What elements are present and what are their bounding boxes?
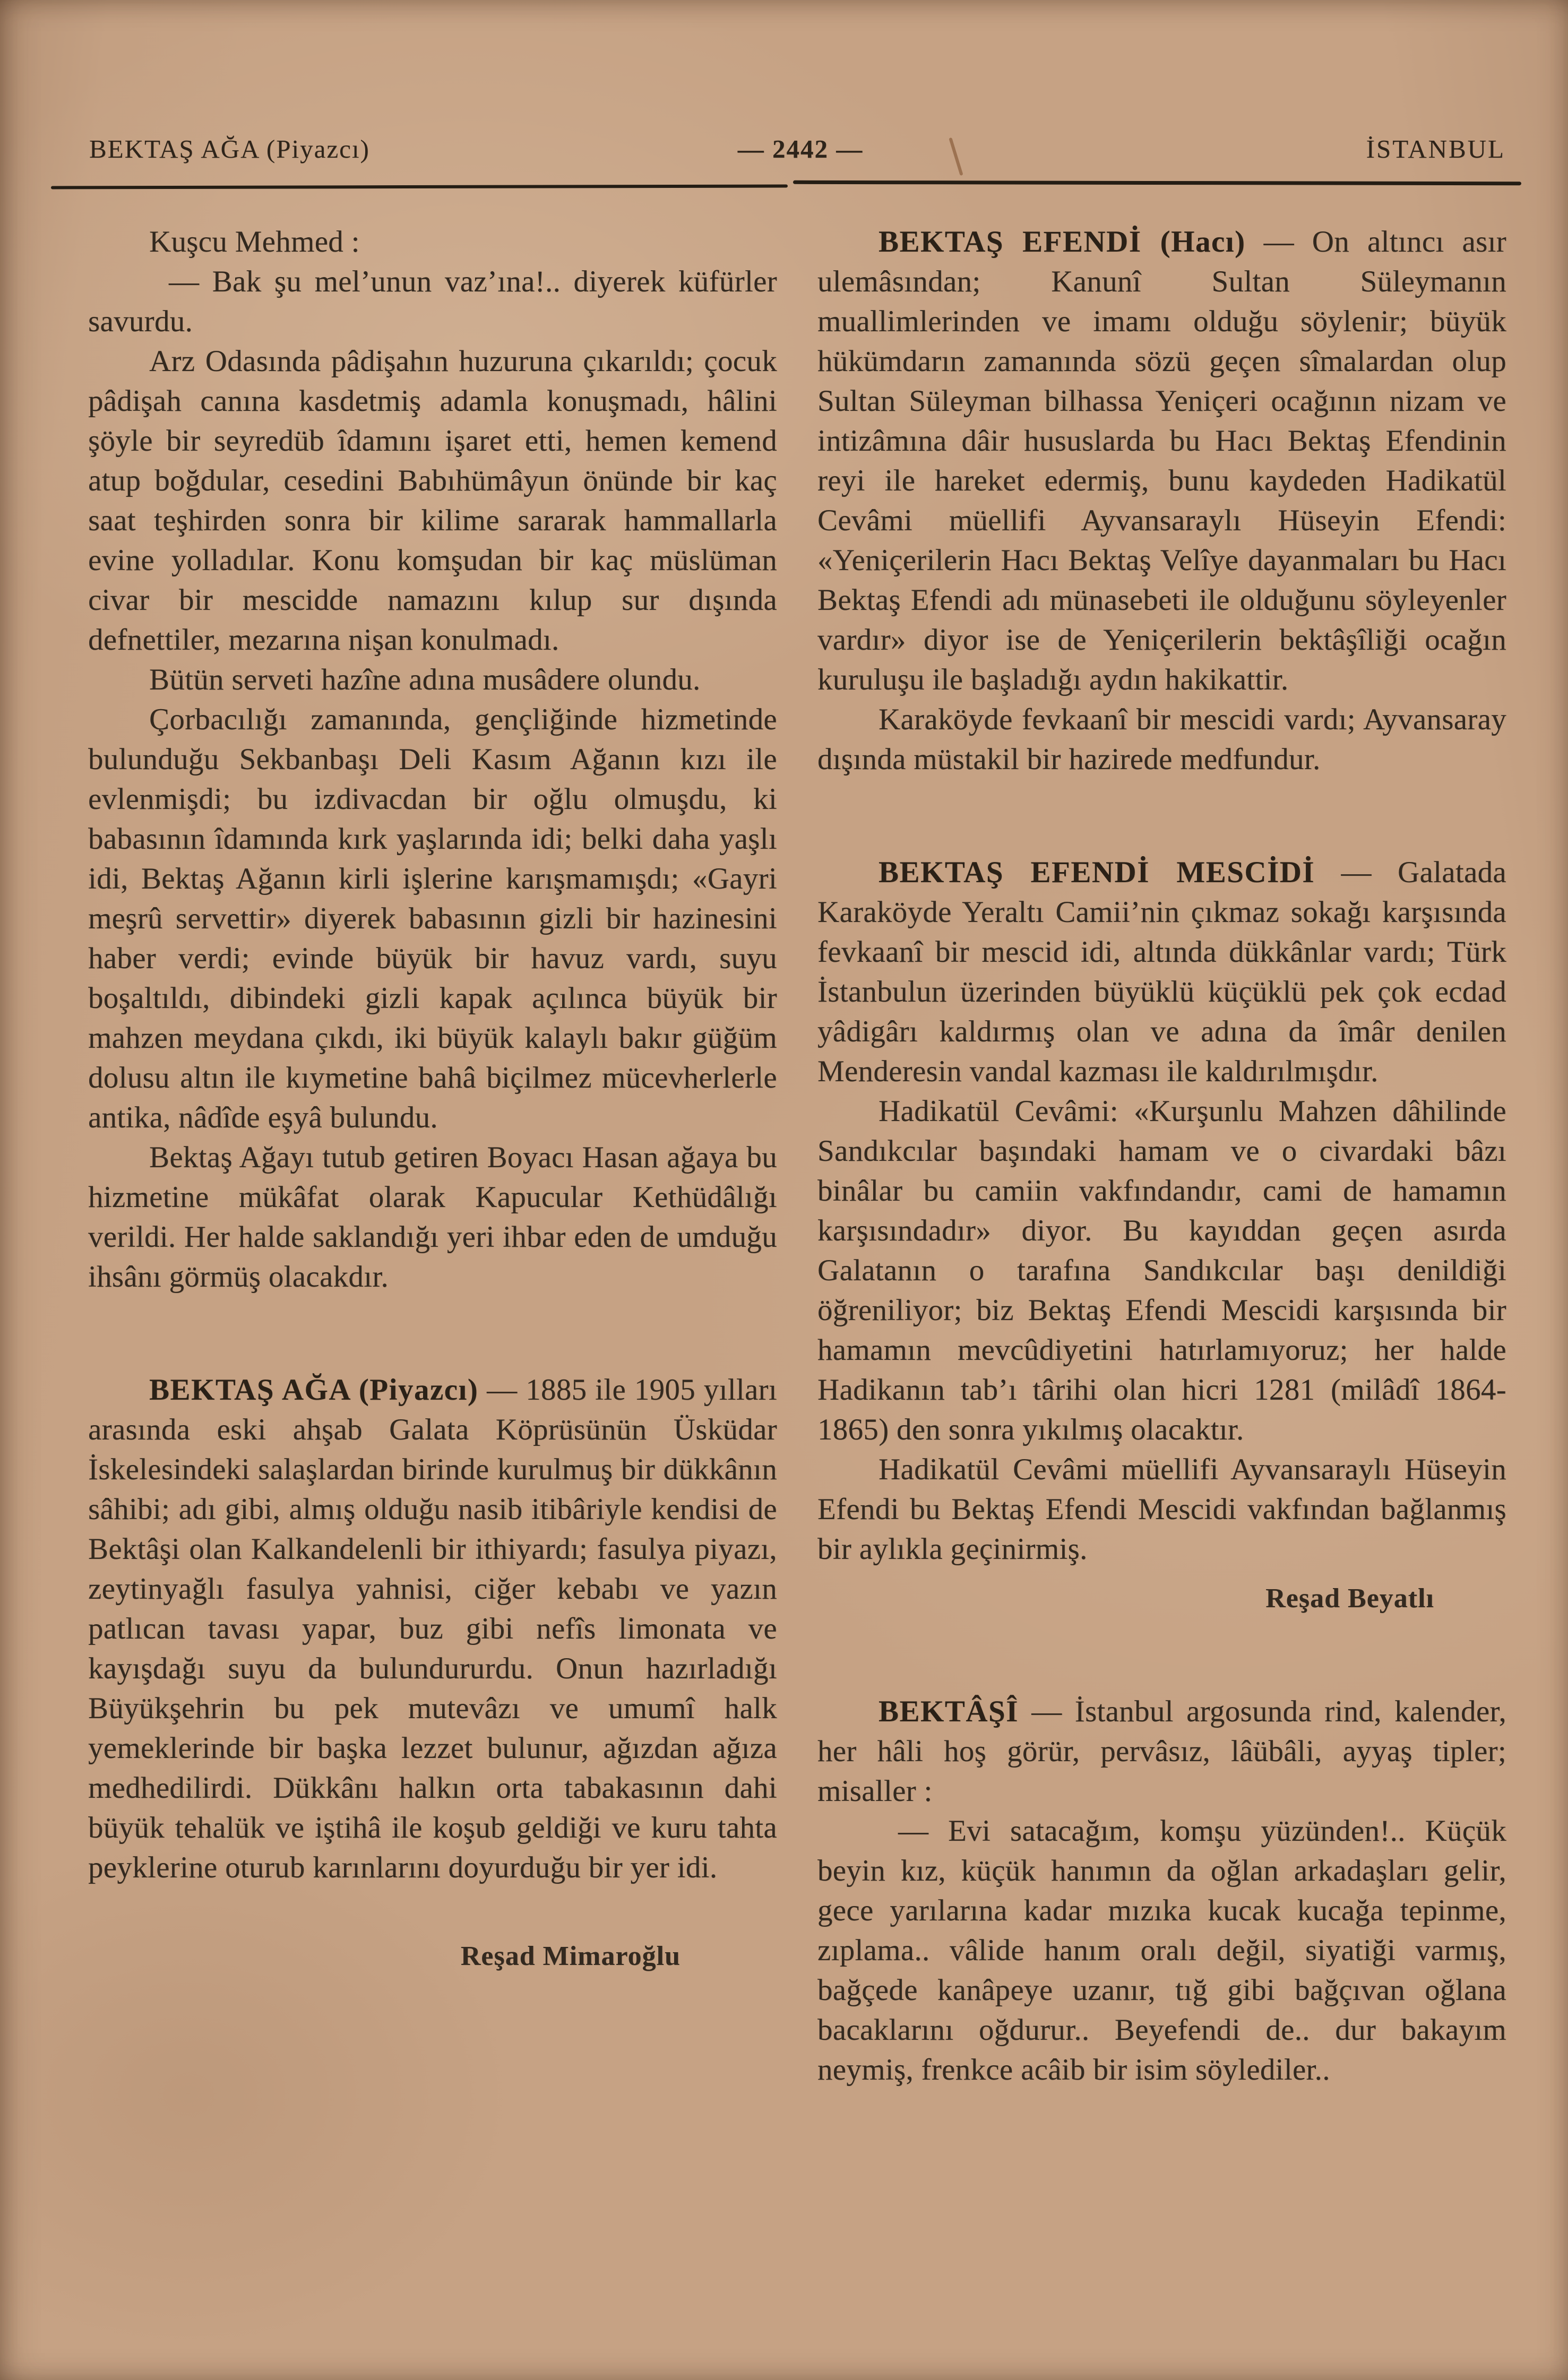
entry-body-bektas-efendi-mescidi: — Galatada Karaköyde Yeraltı Camii’nin çıkmaz sokağı karşısında fevkaanî bir mescid idi, altında dükkânlar vardı; Türk İstanbulun üzerinden büyüklü küçüklü pek çok ecdad yâdigârı kaldırmış olan ve adına da îmâr denilen Menderesin vandal kazması ile kaldırılmışdır. <box>817 856 1506 1088</box>
running-title-right: İSTANBUL <box>1366 134 1505 163</box>
entry-bektas-aga-piyazci <box>88 1370 777 1887</box>
entry-headword-bektasi: BEKTÂŞÎ <box>878 1695 1019 1728</box>
entry-bektas-efendi-mescidi <box>817 852 1506 1091</box>
paragraph-kuscu-quote: — Bak şu mel’unun vaz’ına!.. diyerek küfürler savurdu. <box>88 265 777 338</box>
entry-headword-bektas-aga: BEKTAŞ AĞA (Piyazcı) <box>149 1373 479 1407</box>
paragraph-kuscu-mehmed: Kuşcu Mehmed : <box>149 225 360 258</box>
entry-body-bektas-aga: — 1885 ile 1905 yılları arasında eski ahşab Galata Köprüsünün Üsküdar İskelesindeki salaşlardan birinde kurulmuş bir dükkânın sâhibi; adı gibi, almış olduğu nasib itibâriyle kendisi de Bektâşi olan Kalkandelenli bir ithiyardı; fasulya piyazı, zeytinyağlı fasulya yahnisi, ciğer kebabı ve yazın patlıcan tavası yapar, buz gibi nefîs limonata ve kayışdağı suyu da bulundururdu. Onun hazırladığı Büyükşehrin bu pek mutevâzı ve umumî halk yemeklerinde bir başka lezzet bulunur, ağızdan ağıza medhedilirdi. Dükkânı halkın orta tabakasının dahi büyük tehalük ve iştihâ ile koşub geldiği ve kuru tahta peyklerine oturub karınlarını doyurduğu bir yer idi. <box>88 1373 778 1884</box>
entry-body-bektasi: — İstanbul argosunda rind, kalender, her hâli hoş görür, pervâsız, lâübâli, ayyaş tipler; misaller : <box>817 1695 1506 1808</box>
signature-resad-beyatli: Reşad Beyatlı <box>1265 1583 1434 1614</box>
signature-resad-mimaroglu: Reşad Mimaroğlu <box>460 1941 680 1971</box>
entry-bektas-efendi-haci <box>817 222 1506 700</box>
paragraph-boyaci-hasan: Bektaş Ağayı tutub getiren Boyacı Hasan ağaya bu hizmetine mükâfat olarak Kapucular Kethüdâlığı verildi. Her halde saklandığı yeri ihbar eden de umduğu ihsânı görmüş olacakdır. <box>88 1141 777 1294</box>
two-column-body <box>88 222 1506 2090</box>
entry-headword-bektas-efendi: BEKTAŞ EFENDİ (Hacı) <box>878 225 1246 258</box>
entry-body-bektas-efendi: — On altıncı asır ulemâsından; Kanunî Sultan Süleymanın muallimlerinden ve imamı olduğu söylenir; büyük hükümdarın zamanında sözü geçen sîmalardan olup Sultan Süleyman bilhassa Yeniçeri ocağının nizam ve intizâmına dâir hususlarda bu Hacı Bektaş Efendinin reyi ile hareket edermiş, bunu kaydeden Hadikatül Cevâmi müellifi Ayvansaraylı Hüseyin Efendi: «Yeniçerilerin Hacı Bektaş Velîye dayanmaları bu Hacı Bektaş Efendi adı münasebeti ile olduğunu söyleyenler vardır» diyor ise de Yeniçerilerin bektâşîliği ocağın kuruluşu ile başladığı aydın hakikattir. <box>817 225 1506 696</box>
paragraph-servet-musadere: Bütün serveti hazîne adına musâdere olundu. <box>149 663 701 696</box>
right-column <box>817 222 1506 2090</box>
paragraph-corbacilik: Çorbacılığı zamanında, gençliğinde hizmetinde bulunduğu Sekbanbaşı Deli Kasım Ağanın kızı ile evlenmişdi; bu izdivacdan bir oğlu olmuşdu, ki babasının îdamında kırk yaşlarında idi; belki daha yaşlı idi, Bektaş Ağanın kirli işlerine karışmamışdı; «Gayri meşrû servettir» diyerek babasının gizli bir hazinesini haber verdi; evinde büyük bir havuz vardı, suyu boşaltıldı, dibindeki gizli kapak açılınca büyük bir mahzen meydana çıkdı, iki büyük kalaylı bakır güğüm dolusu altın ile kıymetine bahâ biçilmez mücevherlerle antika, nâdîde eşyâ bulundu. <box>88 703 777 1134</box>
paragraph-arz-odasi: Arz Odasında pâdişahın huzuruna çıkarıldı; çocuk pâdişah canına kasdetmiş adamla konuşmadı, hâlini şöyle bir seyredüb îdamını işaret etti, hemen kemend atup boğdular, cesedini Babıhümâyun önünde bir kaç saat teşhirden sonra bir kilime sararak hammallarla evine yolladılar. Konu komşudan bir kaç müslüman civar bir mescidde namazını kılup sur dışında defnettiler, mezarına nişan konulmadı. <box>88 344 777 657</box>
header-rule-right-segment <box>793 180 1521 185</box>
entry-headword-bektas-efendi-mescidi: BEKTAŞ EFENDİ MESCİDİ <box>878 856 1315 889</box>
paragraph-hadika-quote: Hadikatül Cevâmi: «Kurşunlu Mahzen dâhilinde Sandıkcılar başındaki hamam ve o civardaki bâzı binâlar bu camiin vakfındandır, cami de hamamın karşısındadır» diyor. Bu kayıddan geçen asırda Galatanın o tarafına Sandıkcılar başı denildiği öğreniliyor; biz Bektaş Efendi Mescidi karşısında bir hamamın mevcûdiyetini hatırlamıyoruz; her halde Hadikanın tab’ı târihi olan hicri 1281 (milâdî 1864-1865) den sonra yıkılmış olacaktır. <box>817 1094 1506 1446</box>
entry-bektasi <box>817 1692 1506 1811</box>
running-title-left: BEKTAŞ AĞA (Piyazcı) <box>89 134 370 163</box>
header-rule-left-segment <box>51 185 788 189</box>
left-column <box>88 222 777 2090</box>
paragraph-karakoy-mescid: Karaköyde fevkaanî bir mescidi vardı; Ayvansaray dışında müstakil bir hazirede medfundur. <box>817 703 1506 776</box>
page-number: — 2442 — <box>737 134 864 163</box>
paragraph-hadika-muellifi: Hadikatül Cevâmi müellifi Ayvansaraylı Hüseyin Efendi bu Bektaş Efendi Mescidi vakfından bağlanmış bir aylıkla geçinirmiş. <box>817 1453 1506 1566</box>
paragraph-evi-satacagim: — Evi satacağım, komşu yüzünden!.. Küçük beyin kız, küçük hanımın da oğlan arkadaşları gelir, gece yarılarına kadar mızıka kucak kucağa tepinme, zıplama.. vâlide hanım oralı değil, siyatiği varmış, bağçede kanâpeye uzanır, tığ gibi bağçıvan oğlana bacaklarını oğdurur.. Beyefendi de.. dur bakayım neymiş, frenkce acâib bir isim söylediler.. <box>817 1814 1506 2086</box>
running-header <box>89 134 1505 164</box>
